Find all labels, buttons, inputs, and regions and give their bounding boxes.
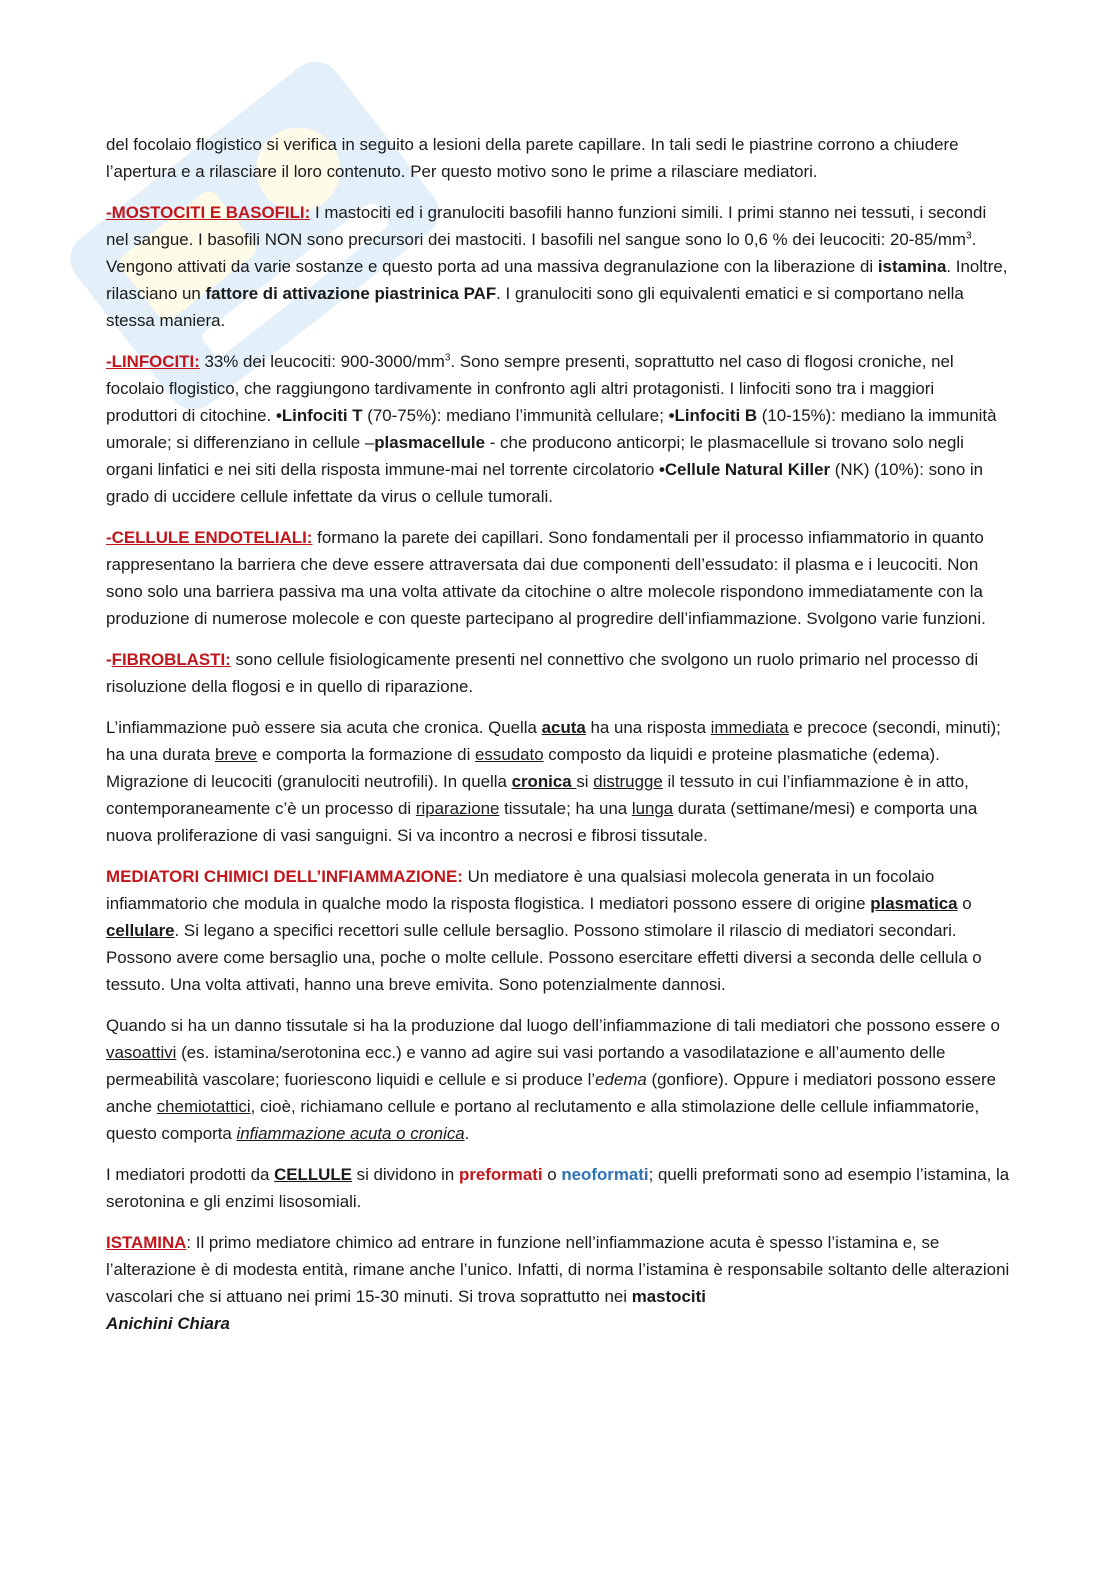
paragraph-mediatori: MEDIATORI CHIMICI DELL’INFIAMMAZIONE: Un mediatore è una qualsiasi molecola generata in un focolaio infiammatorio che modula in qualche modo la risposta flogistica. I mediatori possono essere di origine plasmatica o cellulare. Si legano a specifici recettori sulle cellule bersaglio. Possono stimolare il rilascio di mediatori secondari. Possono avere come bersaglio una, poche o molte cellule. Possono esercitare effetti diversi a seconda delle cellula o tessuto. Una volta attivati, hanno una breve emivita. Sono potenzialmente dannosi. [106, 867, 982, 994]
heading-endoteliali: -CELLULE ENDOTELIALI: [106, 528, 313, 547]
paragraph-intro: del focolaio flogistico si verifica in seguito a lesioni della parete capillare. In tali sedi le piastrine corrono a chiudere l’apertura e a rilasciare il loro contenuto. Per questo motivo sono le prime a rilasciare mediatori. [106, 135, 959, 181]
paragraph-endoteliali: -CELLULE ENDOTELIALI: formano la parete dei capillari. Sono fondamentali per il processo infiammatorio in quanto rappresentano la barriera che deve essere attraversata dai due componenti dell’essudato: il plasma e i leucociti. Non sono solo una barriera passiva ma una volta attivate da citochine o altre molecole rispondono immediatamente con la produzione di numerose molecole e con queste partecipano al progredire dell’infiammazione. Svolgono varie funzioni. [106, 528, 986, 628]
heading-fibroblasti: FIBROBLASTI: [111, 650, 231, 669]
paragraph-mastociti: -MOSTOCITI E BASOFILI: I mastociti ed i granulociti basofili hanno funzioni simili. I primi stanno nei tessuti, i secondi nel sangue. I basofili NON sono precursori dei mastociti. I basofili nel sangue sono lo 0,6 % dei leucociti: $20-85/mm^3$. Vengono attivati da varie sostanze e questo porta ad una massiva degranulazione con la liberazione di istamina. Inoltre, rilasciano un fattore di attivazione piastrinica PAF. I granulociti sono gli equivalenti ematici e si comportano nella stessa maniera. [106, 203, 1008, 330]
heading-linfociti: -LINFOCITI: [106, 352, 200, 371]
paragraph-danno: Quando si ha un danno tissutale si ha la produzione dal luogo dell’infiammazione di tali mediatori che possono essere o vasoattivi (es. istamina/serotonina ecc.) e vanno ad agire sui vasi portando a vasodilatazione e all’aumento delle permeabilità vascolare; fuoriescono liquidi e cellule e si produce l’edema (gonfiore). Oppure i mediatori possono essere anche chemiotattici, cioè, richiamano cellule e portano al reclutamento e alla stimolazione delle cellule infiammatorie, questo comporta infiammazione acuta o cronica. [106, 1016, 1000, 1143]
heading-istamina: ISTAMINA [106, 1233, 187, 1252]
heading-mastociti: -MOSTOCITI E BASOFILI: [106, 203, 311, 222]
paragraph-istamina: ISTAMINA: Il primo mediatore chimico ad entrare in funzione nell’infiammazione acuta è spesso l’istamina e, se l’alterazione è di modesta entità, rimane anche l’unico. Infatti, di norma l’istamina è responsabile soltanto delle alterazioni vascolari che si attuano nei primi 15-30 minuti. Si trova soprattutto nei mastociti [106, 1233, 1010, 1306]
paragraph-cellule-mediatori: I mediatori prodotti da CELLULE si dividono in preformati o neoformati; quelli preformati sono ad esempio l’istamina, la serotonina e gli enzimi lisosomiali. [106, 1165, 1010, 1211]
document-body [106, 131, 1010, 1337]
author-footer: Anichini Chiara [106, 1314, 230, 1333]
paragraph-linfociti: -LINFOCITI: 33% dei leucociti: $900-3000/mm^3$. Sono sempre presenti, soprattutto nel caso di flogosi croniche, nel focolaio flogistico, che raggiungono tardivamente in confronto agli altri protagonisti. I linfociti sono tra i maggiori produttori di citochine. •Linfociti T (70-75%): mediano l’immunità cellulare; •Linfociti B (10-15%): mediano la immunità umorale; si differenziano in cellule –plasmacellule - che producono anticorpi; le plasmacellule si trovano solo negli organi linfatici e nei siti della risposta immune-mai nel torrente circolatorio •Cellule Natural Killer (NK) (10%): sono in grado di uccidere cellule infettate da virus o cellule tumorali. [106, 352, 997, 506]
paragraph-acuta-cronica: L’infiammazione può essere sia acuta che cronica. Quella acuta ha una risposta immediata e precoce (secondi, minuti); ha una durata breve e comporta la formazione di essudato composto da liquidi e proteine plasmatiche (edema). Migrazione di leucociti (granulociti neutrofili). In quella cronica si distrugge il tessuto in cui l’infiammazione è in atto, contemporaneamente c’è un processo di riparazione tissutale; ha una lunga durata (settimane/mesi) e comporta una nuova proliferazione di vasi sanguigni. Si va incontro a necrosi e fibrosi tissutale. [106, 718, 1001, 845]
heading-mediatori: MEDIATORI CHIMICI DELL’INFIAMMAZIONE: [106, 867, 463, 886]
paragraph-fibroblasti: -FIBROBLASTI: sono cellule fisiologicamente presenti nel connettivo che svolgono un ruolo primario nel processo di risoluzione della flogosi e in quello di riparazione. [106, 650, 979, 696]
